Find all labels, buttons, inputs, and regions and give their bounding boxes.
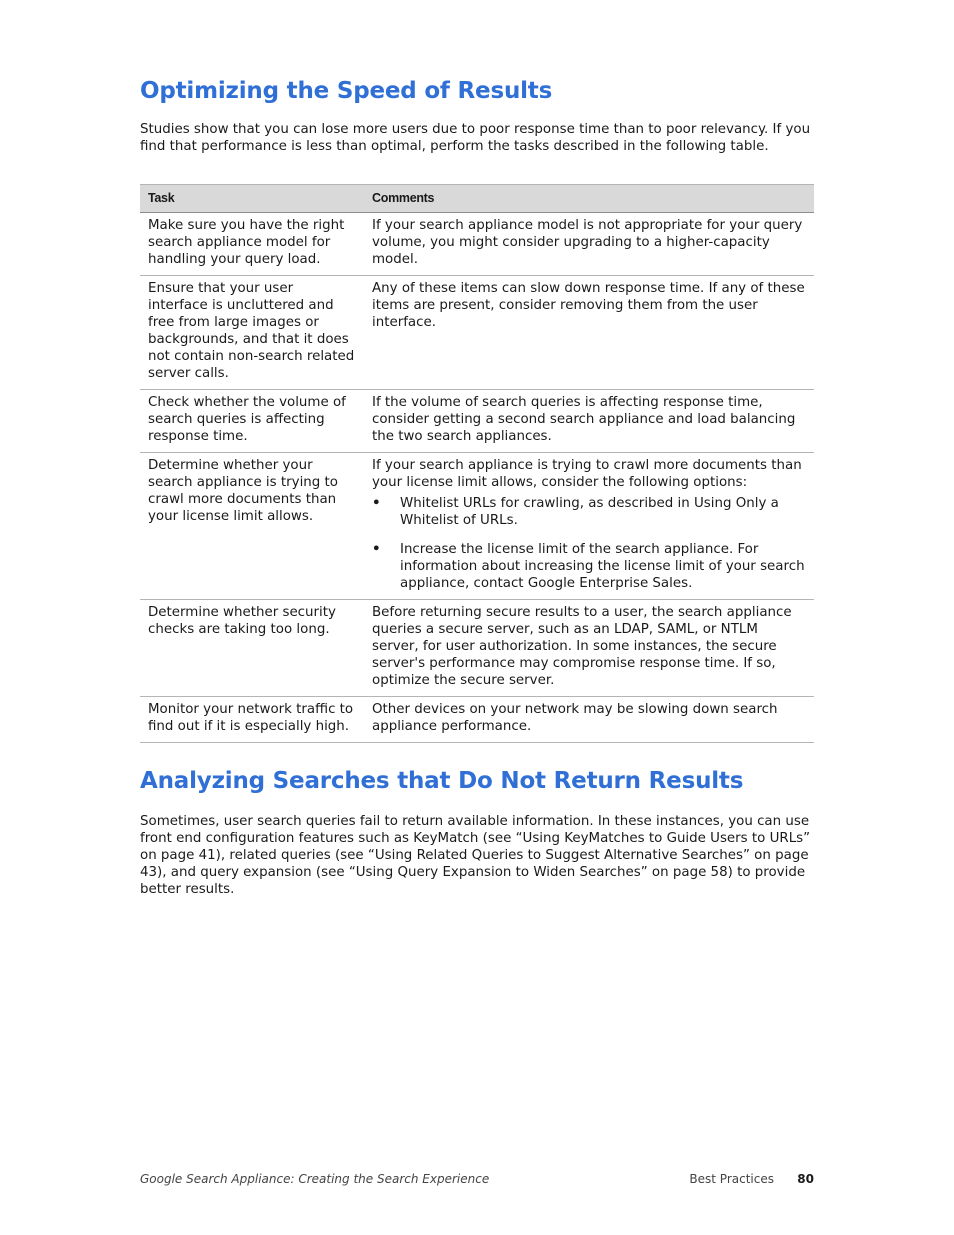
comment-text: If your search appliance is trying to crawl more documents than your license limit allows, consider the following options: (372, 458, 802, 490)
column-header-task: Task (140, 185, 364, 213)
list-item-text: Whitelist URLs for crawling, as described in Using Only a Whitelist of URLs. (400, 496, 779, 528)
table-row (140, 697, 814, 743)
bullet-icon: • (372, 496, 381, 511)
table-row (140, 213, 814, 276)
list-item (372, 495, 806, 529)
page-footer (140, 1172, 814, 1190)
comment-cell: Any of these items can slow down response time. If any of these items are present, consider removing them from the user interface. (364, 276, 814, 390)
task-cell: Determine whether security checks are taking too long. (140, 600, 364, 697)
list-item-text: Increase the license limit of the search appliance. For information about increasing the license limit of your search appliance, contact Google Enterprise Sales. (400, 542, 805, 591)
comment-cell (364, 453, 814, 600)
comment-cell: If the volume of search queries is affecting response time, consider getting a second search appliance and load balancing the two search appliances. (364, 390, 814, 453)
bullet-icon: • (372, 542, 381, 557)
column-header-comments: Comments (364, 185, 814, 213)
comment-cell: If your search appliance model is not appropriate for your query volume, you might consider upgrading to a higher-capacity model. (364, 213, 814, 276)
options-list (372, 495, 806, 592)
footer-doc-title: Google Search Appliance: Creating the Search Experience (140, 1172, 490, 1186)
section-intro-speed: Studies show that you can lose more users due to poor response time than to poor relevancy. If you find that performance is less than optimal, perform the tasks described in the following table. (140, 122, 811, 154)
table-row (140, 276, 814, 390)
task-cell: Check whether the volume of search queries is affecting response time. (140, 390, 364, 453)
comment-cell: Before returning secure results to a user, the search appliance queries a secure server, such as an LDAP, SAML, or NTLM server, for user authorization. In some instances, the secure server's performance may compromise response time. If so, optimize the secure server. (364, 600, 814, 697)
footer-section-name: Best Practices (689, 1172, 774, 1186)
table-row (140, 600, 814, 697)
section-heading-speed: Optimizing the Speed of Results (140, 78, 553, 104)
table-header-row (140, 185, 814, 213)
footer-page-number: 80 (797, 1172, 814, 1186)
list-item (372, 541, 806, 592)
task-cell: Determine whether your search appliance is trying to crawl more documents than your license limit allows. (140, 453, 364, 600)
table-row (140, 453, 814, 600)
section-heading-analyze: Analyzing Searches that Do Not Return Results (140, 768, 744, 794)
task-cell: Monitor your network traffic to find out if it is especially high. (140, 697, 364, 743)
table-row (140, 390, 814, 453)
tasks-table (140, 184, 814, 743)
comment-cell: Other devices on your network may be slowing down search appliance performance. (364, 697, 814, 743)
task-cell: Make sure you have the right search appliance model for handling your query load. (140, 213, 364, 276)
task-cell: Ensure that your user interface is uncluttered and free from large images or backgrounds, and that it does not contain non-search related server calls. (140, 276, 364, 390)
section-body-analyze: Sometimes, user search queries fail to return available information. In these instances, you can use front end configuration features such as KeyMatch (see “Using KeyMatches to Guide Users to URLs” on page 41), related queries (see “Using Related Queries to Suggest Alternative Searches” on page 43), and query expansion (see “Using Query Expansion to Widen Searches” on page 58) to provide better results. (140, 814, 811, 897)
